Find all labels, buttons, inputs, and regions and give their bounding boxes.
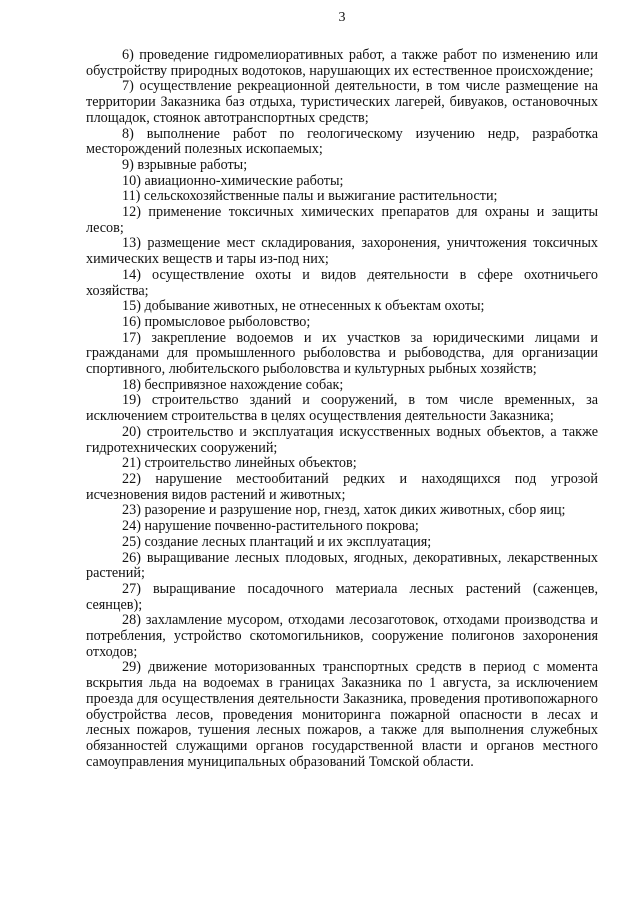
list-item: 21) строительство линейных объектов; <box>122 455 357 472</box>
list-item: 6) проведение гидромелиоративных работ, а также работ по изменению или обустройству природных водотоков, нарушающих их естественное происхождение; <box>86 47 598 79</box>
list-item: 17) закрепление водоемов и их участков за юридическими лицами и гражданами для промышленного рыболовства и рыбоводства, для организации спортивного, любительского рыболовства и культурных рыбных хозяйств; <box>86 329 598 378</box>
list-item: 25) создание лесных плантаций и их эксплуатация; <box>122 533 432 550</box>
list-item: 19) строительство зданий и сооружений, в том числе временных, за исключением строительства в целях осуществления деятельности Заказника; <box>86 392 598 425</box>
list-item: 11) сельскохозяйственные палы и выжигание растительности; <box>122 188 498 205</box>
prohibited-activities-list <box>86 48 598 770</box>
list-item: 22) нарушение местообитаний редких и находящихся под угрозой исчезновения видов растений и животных; <box>86 470 598 503</box>
list-item: 27) выращивание посадочного материала лесных растений (саженцев, сеянцев); <box>86 580 598 613</box>
list-item: 7) осуществление рекреационной деятельности, в том числе размещение на территории Заказника баз отдыха, туристических лагерей, бивуаков, остановочных площадок, стоянок автотранспортных средств; <box>86 78 598 126</box>
list-item: 26) выращивание лесных плодовых, ягодных, декоративных, лекарственных растений; <box>86 549 598 582</box>
list-item: 14) осуществление охоты и видов деятельности в сфере охотничьего хозяйства; <box>86 266 598 299</box>
list-item: 13) размещение мест складирования, захоронения, уничтожения токсичных химических веществ и тары из-под них; <box>86 235 598 268</box>
list-item: 16) промысловое рыболовство; <box>122 313 311 330</box>
list-item: 29) движение моторизованных транспортных средств в период с момента вскрытия льда на водоемах в границах Заказника по 1 августа, за исключением проезда для осуществления деятельности Заказника, проведения противопожарного обустройства лесов, проведения мониторинга пожарной опасности в лесах и лесных пожаров, тушения лесных пожаров, а также для выполнения служебных обязанностей служащими органов государственной власти и органов местного самоуправления муниципальных образований Томской области. <box>86 659 598 770</box>
list-item: 10) авиационно-химические работы; <box>122 172 344 189</box>
list-item: 20) строительство и эксплуатация искусственных водных объектов, а также гидротехнических сооружений; <box>86 423 598 456</box>
list-item: 23) разорение и разрушение нор, гнезд, хаток диких животных, сбор яиц; <box>122 502 566 519</box>
list-item: 18) беспривязное нахождение собак; <box>122 376 344 393</box>
list-item: 15) добывание животных, не отнесенных к объектам охоты; <box>122 298 485 315</box>
list-item: 9) взрывные работы; <box>122 156 248 173</box>
list-item: 24) нарушение почвенно-растительного покрова; <box>122 518 419 535</box>
list-item: 8) выполнение работ по геологическому изучению недр, разработка месторождений полезных ископаемых; <box>86 125 598 158</box>
list-item: 12) применение токсичных химических препаратов для охраны и защиты лесов; <box>86 204 598 236</box>
page-number: 3 <box>338 10 346 25</box>
list-item: 28) захламление мусором, отходами лесозаготовок, отходами производства и потребления, устройство скотомогильников, сооружение полигонов захоронения отходов; <box>86 612 598 660</box>
